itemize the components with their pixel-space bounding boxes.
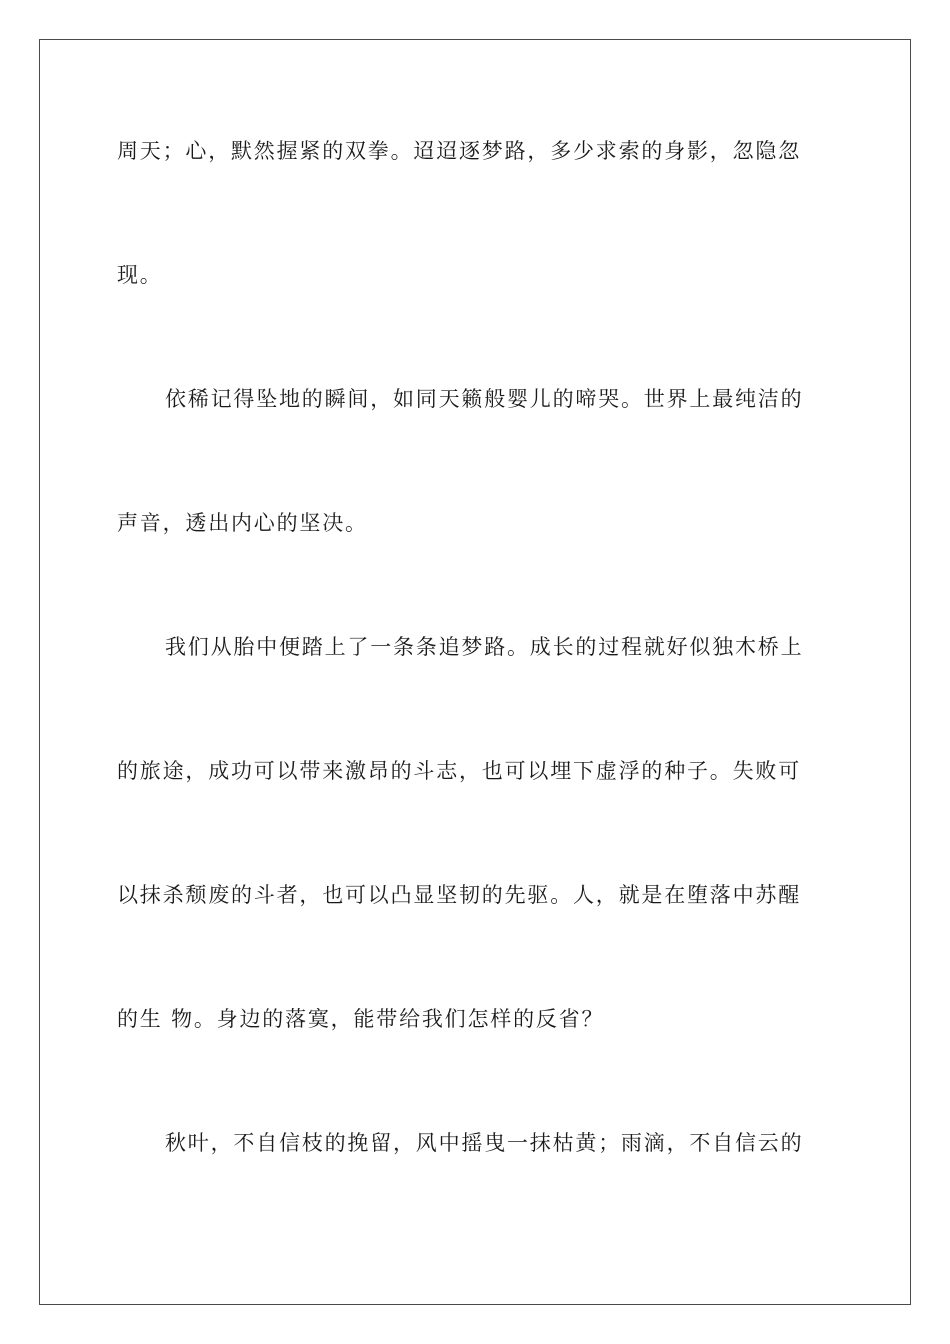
- text-line-7: 以抹杀颓废的斗者，也可以凸显坚韧的先驱。人，就是在堕落中苏醒: [117, 883, 801, 907]
- text-line-2: 现。: [117, 263, 163, 287]
- text-line-9: 秋叶，不自信枝的挽留，风中摇曳一抹枯黄；雨滴，不自信云的: [165, 1131, 804, 1155]
- text-line-4: 声音，透出内心的坚决。: [117, 511, 368, 535]
- text-line-8: 的生 物。身边的落寞，能带给我们怎样的反省？: [117, 1007, 605, 1031]
- text-line-1: 周天；心，默然握紧的双拳。迢迢逐梦路，多少求索的身影，忽隐忽: [117, 139, 801, 163]
- page-border: [39, 39, 911, 1305]
- text-line-5: 我们从胎中便踏上了一条条追梦路。成长的过程就好似独木桥上: [165, 635, 804, 659]
- text-line-6: 的旅途，成功可以带来激昂的斗志，也可以埋下虚浮的种子。失败可: [117, 759, 801, 783]
- text-line-3: 依稀记得坠地的瞬间，如同天籁般婴儿的啼哭。世界上最纯洁的: [165, 387, 804, 411]
